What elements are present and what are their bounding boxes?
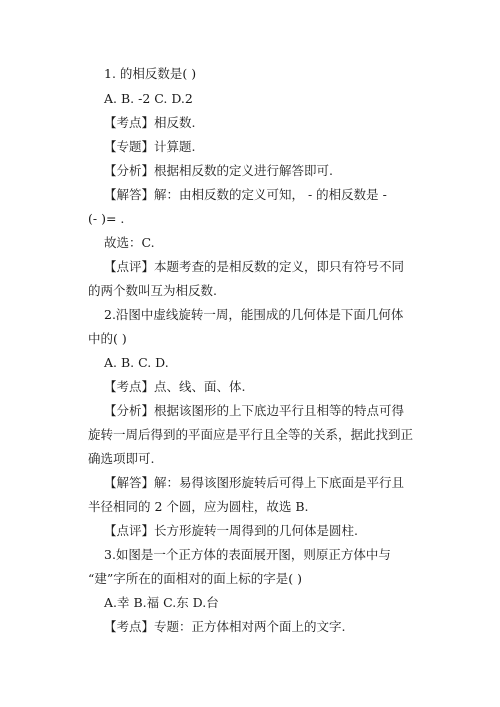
q2-jieda-cont: 半径相同的 2 个圆，应为圆柱，故选 B.	[88, 499, 309, 514]
q1-stem: 1. 的相反数是( )	[104, 66, 197, 81]
q1-dianping: 【点评】本题考查的是相反数的定义，即只有符号不同	[104, 259, 405, 274]
q1-dianping-cont: 的两个数叫互为相反数.	[88, 283, 217, 298]
q1-zhuanti: 【专题】计算题.	[104, 139, 196, 154]
q2-options: A. B. C. D.	[104, 355, 169, 370]
q2-jieda: 【解答】解：易得该图形旋转后可得上下底面是平行且	[104, 475, 405, 490]
q2-fenxi: 【分析】根据该图形的上下底边平行且相等的特点可得	[104, 403, 405, 418]
q1-fenxi: 【分析】根据相反数的定义进行解答即可.	[104, 163, 333, 178]
q3-kaodian: 【考点】专题：正方体相对两个面上的文字.	[104, 619, 346, 634]
q2-stem-cont: 中的( )	[88, 331, 127, 346]
q2-fenxi-cont2: 确选项即可.	[88, 451, 155, 466]
q1-options: A. B. -2 C. D.2	[104, 91, 193, 106]
q3-stem: 3.如图是一个正方体的表面展开图，则原正方体中与	[104, 547, 391, 562]
q3-options: A.幸 B.福 C.东 D.台	[104, 595, 219, 610]
q2-fenxi-cont1: 旋转一周后得到的平面应是平行且全等的关系，据此找到正	[88, 427, 414, 442]
q3-stem-cont: “建”字所在的面相对的面上标的字是( )	[88, 571, 303, 586]
q1-answer: 故选：C.	[104, 235, 155, 250]
q1-jieda-cont: (- )= .	[88, 211, 125, 226]
q1-jieda: 【解答】解：由相反数的定义可知， - 的相反数是 -	[104, 187, 387, 202]
q2-kaodian: 【考点】点、线、面、体.	[104, 379, 246, 394]
q2-dianping: 【点评】长方形旋转一周得到的几何体是圆柱.	[104, 523, 358, 538]
q2-stem: 2.沿图中虚线旋转一周，能围成的几何体是下面几何体	[104, 307, 404, 322]
q1-kaodian: 【考点】相反数.	[104, 115, 196, 130]
